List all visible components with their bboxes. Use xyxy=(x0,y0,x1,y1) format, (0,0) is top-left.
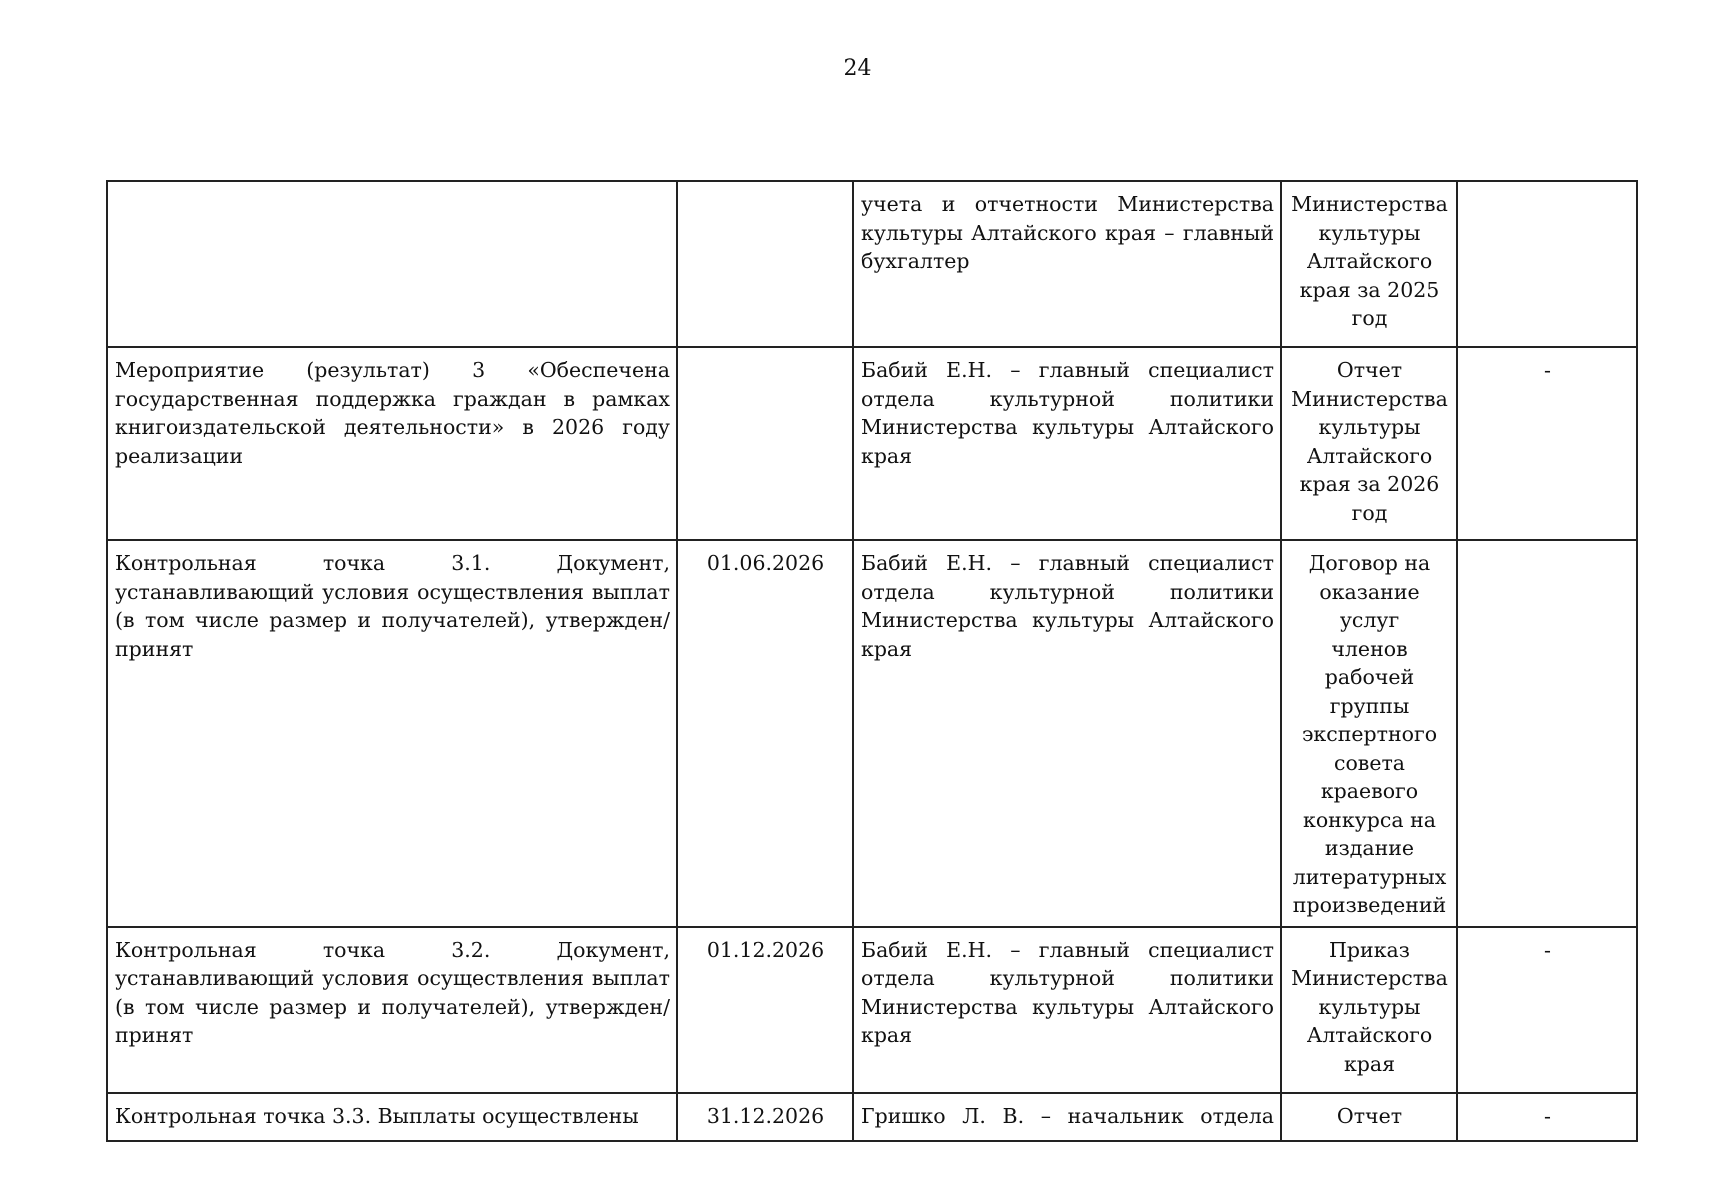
plan-table xyxy=(106,180,1638,1142)
document-cell: Министерства культуры Алтайского края за 2025 год xyxy=(1281,181,1457,347)
note-cell: - xyxy=(1457,347,1637,540)
event-cell xyxy=(107,181,677,347)
date-cell xyxy=(677,347,853,540)
responsible-cell: Бабий Е.Н. – главный специалист отдела культурной политики Министерства культуры Алтайского края xyxy=(853,347,1281,540)
table-row xyxy=(107,181,1637,347)
date-cell: 31.12.2026 xyxy=(677,1093,853,1141)
table-row xyxy=(107,540,1637,927)
responsible-cell: Бабий Е.Н. – главный специалист отдела культурной политики Министерства культуры Алтайского края xyxy=(853,927,1281,1093)
document-cell: Отчет Министерства культуры Алтайского края за 2026 год xyxy=(1281,347,1457,540)
document-cell: Приказ Министерства культуры Алтайского края xyxy=(1281,927,1457,1093)
date-cell: 01.06.2026 xyxy=(677,540,853,927)
note-cell xyxy=(1457,181,1637,347)
date-cell xyxy=(677,181,853,347)
document-cell: Отчет xyxy=(1281,1093,1457,1141)
table-row xyxy=(107,927,1637,1093)
date-cell: 01.12.2026 xyxy=(677,927,853,1093)
page-number: 24 xyxy=(843,56,872,81)
responsible-text: Гришко Л. В. – начальник отдела xyxy=(861,1103,1274,1128)
note-cell: - xyxy=(1457,1093,1637,1141)
event-cell: Контрольная точка 3.3. Выплаты осуществлены xyxy=(107,1093,677,1141)
note-cell xyxy=(1457,540,1637,927)
responsible-cell: учета и отчетности Министерства культуры Алтайского края – главный бухгалтер xyxy=(853,181,1281,347)
event-cell: Контрольная точка 3.2. Документ, устанавливающий условия осуществления выплат (в том числе размер и получателей), утвержден/принят xyxy=(107,927,677,1093)
responsible-cell xyxy=(853,1093,1281,1141)
document-cell: Договор на оказание услуг членов рабочей группы экспертного совета краевого конкурса на издание литературных произведений xyxy=(1281,540,1457,927)
event-cell: Контрольная точка 3.1. Документ, устанавливающий условия осуществления выплат (в том числе размер и получателей), утвержден/принят xyxy=(107,540,677,927)
responsible-cell: Бабий Е.Н. – главный специалист отдела культурной политики Министерства культуры Алтайского края xyxy=(853,540,1281,927)
table-row xyxy=(107,347,1637,540)
note-cell: - xyxy=(1457,927,1637,1093)
event-cell: Мероприятие (результат) 3 «Обеспечена государственная поддержка граждан в рамках книгоиздательской деятельности» в 2026 году реализации xyxy=(107,347,677,540)
table-row xyxy=(107,1093,1637,1141)
